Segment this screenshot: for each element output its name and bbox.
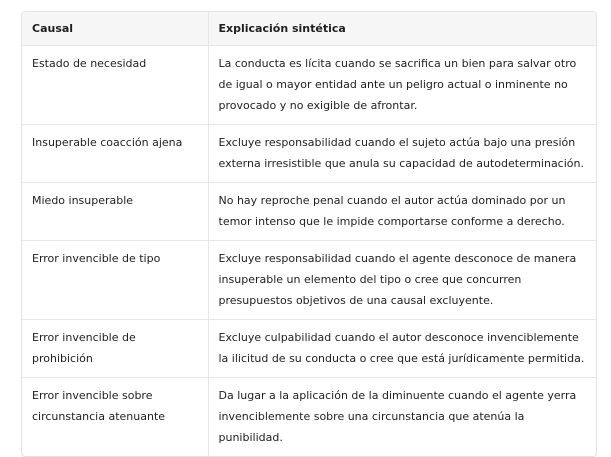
- cell-causal: Estado de necesidad: [22, 46, 208, 125]
- cell-causal: Error invencible sobre circunstancia atenuante: [32, 389, 166, 423]
- table-row: [22, 183, 596, 241]
- table-row: [22, 320, 596, 378]
- causales-table-grid: [22, 12, 596, 456]
- cell-causal: Error invencible de tipo: [22, 241, 208, 320]
- table-row: [22, 125, 596, 183]
- cell-causal: Insuperable coacción ajena: [22, 125, 208, 183]
- cell-explicacion: Excluye responsabilidad cuando el sujeto actúa bajo una presión externa irresistible que anula su capacidad de autodeterminación.: [208, 125, 596, 183]
- table-row: [22, 241, 596, 320]
- cell-explicacion: Da lugar a la aplicación de la diminuente cuando el agente yerra invenciblemente sobre una circunstancia que atenúa la punibilidad.: [208, 378, 596, 457]
- cell-explicacion: Excluye culpabilidad cuando el autor desconoce invenciblemente la ilicitud de su conducta o cree que está jurídicamente permitida.: [208, 320, 596, 378]
- cell-causal: Miedo insuperable: [22, 183, 208, 241]
- header-explicacion: Explicación sintética: [208, 12, 596, 46]
- cell-explicacion: No hay reproche penal cuando el autor actúa dominado por un temor intenso que le impide comportarse conforme a derecho.: [208, 183, 596, 241]
- table-header-row: [22, 12, 596, 46]
- cell-explicacion: La conducta es lícita cuando se sacrifica un bien para salvar otro de igual o mayor entidad ante un peligro actual o inminente no provocado y no exigible de afrontar.: [208, 46, 596, 125]
- cell-explicacion: Excluye responsabilidad cuando el agente desconoce de manera insuperable un elemento del tipo o cree que concurren presupuestos objetivos de una causal excluyente.: [208, 241, 596, 320]
- cell-causal: Error invencible de prohibición: [22, 320, 208, 378]
- causales-table: [21, 11, 597, 457]
- table-row: [22, 46, 596, 125]
- header-causal: Causal: [22, 12, 208, 46]
